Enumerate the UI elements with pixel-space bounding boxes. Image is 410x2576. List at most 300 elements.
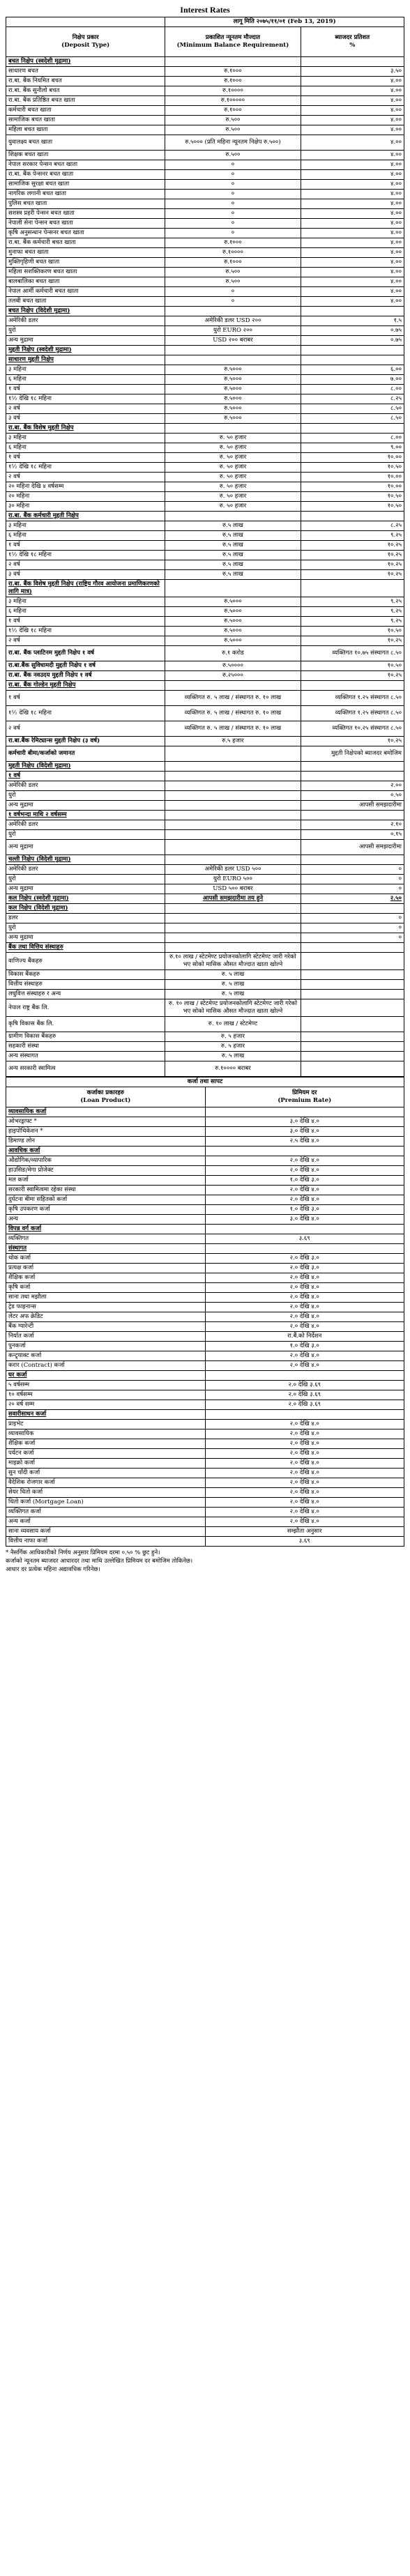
section-header-row [6, 580, 404, 597]
deposit-type-cell: १ वर्ष [6, 541, 165, 551]
premium-rate-cell: २.० देखि ४.० [205, 1459, 404, 1469]
deposit-type-cell: रा.बा. बैंक नियमित बचत [6, 77, 165, 86]
deposit-type-cell: रा.बा.बैंक रेमिट्यान्स मुद्दती निक्षेप (३ वर्ष) [6, 737, 165, 746]
rate-cell [301, 355, 404, 365]
loan-title-row [6, 1078, 404, 1087]
loan-row [6, 1351, 404, 1361]
premium-rate-cell: २.० देखि ३.६९ [205, 1390, 404, 1400]
deposit-row [6, 884, 404, 894]
loan-product-cell: धितो कर्जा (Mortgage Loan) [6, 1498, 206, 1508]
loan-product-cell: सुन चाँदी कर्जा [6, 1469, 206, 1478]
loan-product-cell: व्यक्तिगत कर्जा [6, 1508, 206, 1517]
loan-row [6, 1283, 404, 1293]
deposit-type-cell: शिक्षक बचत खाता [6, 151, 165, 160]
loan-product-cell: आवधिक कर्जा [6, 1147, 206, 1156]
deposit-type-cell: युरो [6, 875, 165, 884]
min-balance-cell: रु. ५० हजार [165, 443, 301, 453]
loan-row [6, 1488, 404, 1498]
deposit-row [6, 287, 404, 297]
rate-cell [301, 999, 404, 1017]
deposit-row [6, 661, 404, 671]
loan-product-cell: प्राइभेट [6, 1420, 206, 1429]
loan-row [6, 1381, 404, 1390]
min-balance-cell: रु.५०० [165, 268, 301, 277]
loan-row [6, 1195, 404, 1205]
min-balance-cell: रु. ५ लाख [165, 1052, 301, 1061]
deposit-type-cell: लघुवित्त संस्थाहरु र अन्य [6, 990, 165, 999]
min-balance-cell: रु.५०० [165, 151, 301, 160]
min-balance-cell: रु.१० लाख / स्टेटमेण्ट प्रयोजनकोलागि स्टेटमेण्ट जारी गरेको भए सोको मासिक औसत मौज्दात खाता खोल्ने [165, 953, 301, 970]
deposit-type-cell: १½ देखि १८ महिना [6, 627, 165, 636]
deposit-row [6, 607, 404, 617]
premium-rate-cell: २.० देखि ४.० [205, 1156, 404, 1166]
loan-row [6, 1478, 404, 1488]
min-balance-cell: रु.५०० [165, 125, 301, 135]
deposit-type-header: निक्षेप प्रकार (Deposit Type) [6, 27, 165, 57]
deposit-type-cell: २ वर्ष [6, 404, 165, 414]
loan-row [6, 1137, 404, 1147]
loan-product-cell: १० वर्षसम्म [6, 1390, 206, 1400]
premium-rate-cell [205, 1147, 404, 1156]
loan-section-row [6, 1225, 404, 1234]
deposit-type-cell: साधारण मुद्दती निक्षेप [6, 355, 165, 365]
loan-product-cell: ५ वर्षसम्म [6, 1381, 206, 1390]
loan-section-title: कर्जा तथा सापट [6, 1078, 404, 1087]
deposit-type-cell: रा.बा. बैंक गोल्डेन मुद्दती निक्षेप [6, 681, 165, 691]
rate-cell: १०.०० [301, 453, 404, 463]
min-balance-cell: रु.५ लाख [165, 531, 301, 541]
min-balance-cell [165, 840, 301, 855]
deposit-type-cell: नेपाली सेना पेन्सन बचत खाता [6, 219, 165, 229]
rate-cell: ० [301, 914, 404, 923]
deposit-type-cell: २ वर्ष [6, 636, 165, 646]
deposit-row [6, 248, 404, 258]
min-balance-cell: रु.१ करोड [165, 646, 301, 661]
min-balance-cell: रु.५००० [165, 375, 301, 385]
min-balance-cell [165, 57, 301, 67]
deposit-row [6, 597, 404, 607]
deposit-row [6, 404, 404, 414]
deposit-row [6, 820, 404, 830]
rate-cell: २.०० [301, 781, 404, 791]
min-balance-cell: रु.५ लाख [165, 570, 301, 580]
deposit-row [6, 706, 404, 721]
rate-cell: २.१० [301, 820, 404, 830]
deposit-type-cell: रा.बा. बैंक विशेष मुद्दती निक्षेप (राष्ट्रिय गौरव आयोजना प्रमाणिकरणको लागि मात्र) [6, 580, 165, 597]
rate-cell: व्यक्तिगत १.२५ संस्थागत ८.५० [301, 706, 404, 721]
loan-product-cell: हाउसिङ/मेगा प्रोजेक्ट [6, 1166, 206, 1176]
premium-rate-cell [205, 1371, 404, 1381]
rate-cell: ४.०० [301, 96, 404, 106]
deposit-row [6, 671, 404, 681]
rate-cell: आपसी समझदारीमा [301, 840, 404, 855]
rate-cell: २.५० [301, 894, 404, 904]
min-balance-cell: रु.१०००० [165, 86, 301, 96]
loan-product-cell: करार (Contract) कर्जा [6, 1361, 206, 1371]
loan-product-cell: शैक्षिक कर्जा [6, 1273, 206, 1283]
loan-product-cell: मल कर्जा [6, 1176, 206, 1186]
rate-cell: ४.०० [301, 106, 404, 116]
loan-row [6, 1449, 404, 1459]
premium-rate-cell: २.० देखि ४.० [205, 1478, 404, 1488]
section-header-row [6, 346, 404, 355]
section-header-row [6, 904, 404, 914]
loan-row [6, 1537, 404, 1547]
loan-row [6, 1303, 404, 1312]
deposit-type-cell: नेपाल आर्मी कर्मचारी बचत खाता [6, 287, 165, 297]
effective-date: लागू मिति २०७५/११/०१ (Feb 13, 2019) [165, 17, 404, 27]
min-balance-cell: रु. १० लाख / स्टेटमेण्ट प्रयोजनकोलागि स्टेटमेण्ट जारी गरेको भए सोको मासिक औसत मौज्दात खाता खोल्ने [165, 999, 301, 1017]
rate-cell: ४.०० [301, 77, 404, 86]
premium-rate-cell: २.० देखि ३.० [205, 1264, 404, 1273]
deposit-type-cell: मुद्दती निक्षेप (विदेशी मुद्रामा) [6, 762, 165, 772]
deposit-type-cell: डलर [6, 914, 165, 923]
min-balance-cell: रु. ५० हजार [165, 434, 301, 443]
section-header-row [6, 811, 404, 820]
min-balance-cell: रु. ५ लाख [165, 980, 301, 990]
rate-cell: १०.०० [301, 482, 404, 492]
loan-product-cell: बैंक ग्यारेन्टी [6, 1322, 206, 1332]
deposit-row [6, 746, 404, 762]
min-balance-cell: USD ५०० बराबर [165, 884, 301, 894]
loan-row [6, 1156, 404, 1166]
deposit-type-cell: १ वर्ष [6, 772, 165, 781]
deposit-row [6, 721, 404, 737]
rate-cell [301, 990, 404, 999]
rate-cell: ८.५० [301, 414, 404, 424]
deposit-type-cell: सामाजिक बचत खाता [6, 116, 165, 125]
rate-cell [301, 57, 404, 67]
deposit-row [6, 646, 404, 661]
deposit-row [6, 791, 404, 801]
loan-row [6, 1312, 404, 1322]
rate-cell: ४.०० [301, 86, 404, 96]
rate-cell: १०.५० [301, 463, 404, 473]
rate-cell [301, 772, 404, 781]
section-header-row [6, 772, 404, 781]
section-header-row [6, 424, 404, 434]
premium-rate-cell: सम्झौता अनुसार [205, 1527, 404, 1537]
premium-rate-cell: २.० देखि ३.६९ [205, 1400, 404, 1410]
loan-header-row [6, 1087, 404, 1107]
loan-row [6, 1469, 404, 1478]
min-balance-cell: रु. ५ हजार [165, 1032, 301, 1042]
loan-product-cell: दुर्घटना बीमा सहितको कर्जा [6, 1195, 206, 1205]
deposit-type-cell: साधारण बचत [6, 67, 165, 77]
deposit-row [6, 492, 404, 502]
loan-row [6, 1342, 404, 1351]
loan-row [6, 1293, 404, 1303]
rate-cell [301, 855, 404, 865]
deposit-row [6, 151, 404, 160]
premium-rate-cell: २.० देखि ४.० [205, 1283, 404, 1293]
deposit-row [6, 86, 404, 96]
premium-rate-cell: २.० देखि ४.० [205, 1488, 404, 1498]
loan-product-cell: सरकारी स्वामित्वमा रहेका संस्था [6, 1186, 206, 1195]
min-balance-cell: रु. ५० हजार [165, 453, 301, 463]
section-header-row [6, 855, 404, 865]
deposit-row [6, 297, 404, 307]
deposit-row [6, 1017, 404, 1032]
loan-row [6, 1400, 404, 1410]
rate-cell [301, 943, 404, 953]
rate-cell: ८.२५ [301, 521, 404, 531]
deposit-type-cell: युरो [6, 830, 165, 840]
premium-rate-cell: २.० देखि ४.० [205, 1273, 404, 1283]
rate-cell: १.५ [301, 316, 404, 326]
loan-row [6, 1332, 404, 1342]
section-header-row [6, 762, 404, 772]
min-balance-cell: रु. ५ लाख [165, 970, 301, 980]
deposit-type-cell: १ वर्ष [6, 691, 165, 706]
rate-cell [301, 1017, 404, 1032]
deposit-type-cell: बचत निक्षेप (स्वदेशी मुद्रामा) [6, 57, 165, 67]
deposit-row [6, 190, 404, 199]
loan-product-cell: पुनकर्जा [6, 1342, 206, 1351]
min-balance-cell: रु.१००००० [165, 96, 301, 106]
deposit-type-cell: युवालक्ष्य बचत खाता [6, 135, 165, 151]
premium-rate-cell: २.० देखि ४.० [205, 1322, 404, 1332]
deposit-row [6, 840, 404, 855]
deposit-row [6, 617, 404, 627]
premium-rate-cell [205, 1225, 404, 1234]
rate-cell: ७.०० [301, 375, 404, 385]
min-balance-cell: रु.२५००० [165, 671, 301, 681]
deposit-type-cell: १½ देखि १८ महिना [6, 463, 165, 473]
deposit-row [6, 865, 404, 875]
premium-rate-cell: २.० देखि ४.० [205, 1469, 404, 1478]
deposit-type-cell: पुलिस बचत खाता [6, 199, 165, 209]
loan-product-cell: अन्य [6, 1215, 206, 1225]
deposit-type-cell: कर्मचारी बीमा/कर्जाको जमानत [6, 746, 165, 762]
loan-row [6, 1517, 404, 1527]
rate-cell [301, 346, 404, 355]
deposit-row [6, 443, 404, 453]
deposit-row [6, 691, 404, 706]
min-balance-cell: रु.५००० [165, 597, 301, 607]
premium-rate-cell: २.० देखि ४.० [205, 1498, 404, 1508]
loan-row [6, 1127, 404, 1137]
deposit-type-cell: २ वर्ष [6, 560, 165, 570]
rate-cell: ९.२५ [301, 607, 404, 617]
loan-section-row [6, 1244, 404, 1254]
rate-cell [301, 762, 404, 772]
deposit-type-cell: अन्य मुद्रामा [6, 933, 165, 943]
min-balance-cell [165, 772, 301, 781]
min-balance-cell: रु.१०००० बराबर [165, 1061, 301, 1077]
loan-product-cell: कृषि उपकरण कर्जा [6, 1205, 206, 1215]
rate-cell: ४.०० [301, 219, 404, 229]
loan-row [6, 1264, 404, 1273]
deposit-row [6, 970, 404, 980]
rate-cell: व्यक्तिगत १.२५ संस्थागत ८.५० [301, 691, 404, 706]
loan-row [6, 1205, 404, 1215]
loan-product-cell: माइक्रो कर्जा [6, 1459, 206, 1469]
min-balance-cell: ० [165, 160, 301, 170]
rate-cell: ३.५० [301, 67, 404, 77]
premium-rate-cell: ३.० देखि ४.० [205, 1215, 404, 1225]
loan-product-cell: घर कर्जा [6, 1371, 206, 1381]
rate-cell [301, 1061, 404, 1077]
rate-cell: ८.२५ [301, 394, 404, 404]
premium-rate-cell: ३.० देखि ४.० [205, 1127, 404, 1137]
min-balance-cell: रु.५०० [165, 116, 301, 125]
premium-rate-cell: २.० देखि ४.० [205, 1166, 404, 1176]
loan-product-cell: पर्यटन कर्जा [6, 1449, 206, 1459]
deposit-type-cell: १ वर्ष [6, 453, 165, 463]
min-balance-cell: व्यक्तिगत रु. ५ लाख / संस्थागत रु. १० लाख [165, 706, 301, 721]
min-balance-cell: ० [165, 190, 301, 199]
min-balance-cell: रु.५००० [165, 627, 301, 636]
deposit-row [6, 326, 404, 336]
min-balance-cell: रु.५००० [165, 607, 301, 617]
deposit-type-cell: अमेरिकी डलर [6, 820, 165, 830]
rate-cell: १०.५० [301, 627, 404, 636]
deposit-row [6, 414, 404, 424]
premium-rate-cell [205, 1244, 404, 1254]
section-header-row [6, 355, 404, 365]
rate-cell: व्यक्तिगत १०.२५ संस्थागत ८.५० [301, 721, 404, 737]
rate-cell: ४.०० [301, 116, 404, 125]
section-header-row [6, 943, 404, 953]
rate-cell: १०.५० [301, 661, 404, 671]
deposit-row [6, 125, 404, 135]
premium-rate-cell: २.० देखि ४.० [205, 1312, 404, 1322]
rate-cell: ४.०० [301, 135, 404, 151]
rate-cell: व्यक्तिगत १०.७५ संस्थागत ८.५० [301, 646, 404, 661]
loan-product-cell: संस्थागत [6, 1244, 206, 1254]
rate-cell [301, 1032, 404, 1042]
premium-rate-cell: २.० देखि ४.० [205, 1293, 404, 1303]
deposit-type-cell: सशस्त्र प्रहरी पेन्सन बचत खाता [6, 209, 165, 219]
premium-rate-header: प्रिमियम दर (Premium Rate) [205, 1087, 404, 1107]
deposit-type-cell: अन्य मुद्रामा [6, 840, 165, 855]
min-balance-cell: रु. ५० हजार [165, 482, 301, 492]
loan-product-cell: सेयर धितो कर्जा [6, 1488, 206, 1498]
deposit-type-cell: नेपाल राष्ट्र बैंक लि. [6, 999, 165, 1017]
deposit-row [6, 560, 404, 570]
loan-product-cell: वित्तीय नाफा कर्जा [6, 1537, 206, 1547]
deposit-row [6, 541, 404, 551]
deposit-type-cell: नेपाल सरकार पेन्सन बचत खाता [6, 160, 165, 170]
deposit-row [6, 999, 404, 1017]
deposit-row [6, 463, 404, 473]
deposit-row [6, 636, 404, 646]
deposit-row [6, 336, 404, 346]
loan-product-cell: औद्योगिक/व्यापारिक [6, 1156, 206, 1166]
deposit-row [6, 160, 404, 170]
min-balance-cell [165, 355, 301, 365]
min-balance-cell [165, 762, 301, 772]
min-balance-cell: रु. ५० हजार [165, 502, 301, 512]
rate-cell [301, 580, 404, 597]
deposit-type-cell: रा.बा. बैंक नवउदय मुद्दती निक्षेप १ वर्ष [6, 671, 165, 681]
premium-rate-cell: २.० देखि ४.० [205, 1449, 404, 1459]
deposit-row [6, 781, 404, 791]
min-balance-cell: ० [165, 199, 301, 209]
rate-cell: ९.२५ [301, 531, 404, 541]
rate-cell [301, 307, 404, 316]
premium-rate-cell [205, 1410, 404, 1420]
section-header-row [6, 894, 404, 904]
loan-row [6, 1390, 404, 1400]
footnotes [6, 1547, 404, 1574]
effective-date-row [6, 17, 404, 27]
deposit-type-cell: कल निक्षेप (स्वदेशी मुद्रामा) [6, 894, 165, 904]
deposit-type-cell: रा.बा. बैंक विशेष मुद्दती निक्षेप [6, 424, 165, 434]
rate-cell: ९.०० [301, 443, 404, 453]
min-balance-cell [165, 923, 301, 933]
deposit-row [6, 316, 404, 326]
loan-row [6, 1234, 404, 1244]
loan-table [6, 1077, 404, 1547]
deposit-type-cell: कर्मचारी बचत खाता [6, 106, 165, 116]
loan-product-cell: शैक्षिक कर्जा [6, 1439, 206, 1449]
rate-cell: ४.०० [301, 248, 404, 258]
rate-cell: मुद्दती निक्षेपको ब्याजदर बमोजिम [301, 746, 404, 762]
rate-cell: ४.०० [301, 268, 404, 277]
rate-cell [301, 512, 404, 521]
deposit-row [6, 229, 404, 238]
loan-product-cell: डिमाण्ड लोन [6, 1137, 206, 1147]
min-balance-cell: ० [165, 229, 301, 238]
min-balance-cell: रु.५ लाख [165, 521, 301, 531]
rate-cell: ६.०० [301, 365, 404, 375]
rate-cell: १०.२५ [301, 551, 404, 560]
min-balance-cell: रु.५ लाख [165, 541, 301, 551]
premium-rate-cell: १.० देखि ३.० [205, 1342, 404, 1351]
rate-cell: १०.२५ [301, 671, 404, 681]
loan-row [6, 1361, 404, 1371]
premium-rate-cell: २.५ देखि ४.० [205, 1137, 404, 1147]
deposit-type-cell: १½ देखि १८ महिना [6, 394, 165, 404]
min-balance-cell: रु.१००० [165, 77, 301, 86]
min-balance-cell [165, 943, 301, 953]
deposit-row [6, 1052, 404, 1061]
min-balance-cell: रु.५००० [165, 365, 301, 375]
deposit-type-cell: ६ महिना [6, 375, 165, 385]
min-balance-cell: रु.५ हजार [165, 737, 301, 746]
min-balance-cell: रु. ५० हजार [165, 492, 301, 502]
min-balance-cell: व्यक्तिगत रु. ५ लाख / संस्थागत रु. १० लाख [165, 721, 301, 737]
min-balance-cell: आपसी समझदारीमा तय हुने [165, 894, 301, 904]
rate-cell: ० [301, 923, 404, 933]
min-balance-cell: रु.५ लाख [165, 551, 301, 560]
min-balance-cell: रु.५०० [165, 277, 301, 287]
min-balance-cell [165, 933, 301, 943]
loan-row [6, 1459, 404, 1469]
deposit-row [6, 1032, 404, 1042]
rate-cell: ४.०० [301, 238, 404, 248]
deposit-table [6, 17, 404, 1077]
premium-rate-cell: २.० देखि ३.६९ [205, 1381, 404, 1390]
premium-rate-cell: ३.६९ [205, 1537, 404, 1547]
rate-cell: ४.०० [301, 160, 404, 170]
rate-cell: ०.१५ [301, 830, 404, 840]
rate-cell: १०.२५ [301, 541, 404, 551]
deposit-row [6, 209, 404, 219]
deposit-row [6, 219, 404, 229]
deposit-type-cell: ३ वर्ष [6, 570, 165, 580]
loan-product-cell: वैदेशिक रोजगार कर्जा [6, 1478, 206, 1488]
deposit-type-cell: १½ देखि १८ महिना [6, 706, 165, 721]
rate-cell: १०.२५ [301, 560, 404, 570]
deposit-type-cell: १ वर्ष [6, 617, 165, 627]
loan-product-cell: प्रत्यक्ष कर्जा [6, 1264, 206, 1273]
min-balance-cell: अमेरिकी डलर USD ५०० [165, 865, 301, 875]
loan-row [6, 1215, 404, 1225]
loan-product-cell: विपन्न वर्ग कर्जा [6, 1225, 206, 1234]
